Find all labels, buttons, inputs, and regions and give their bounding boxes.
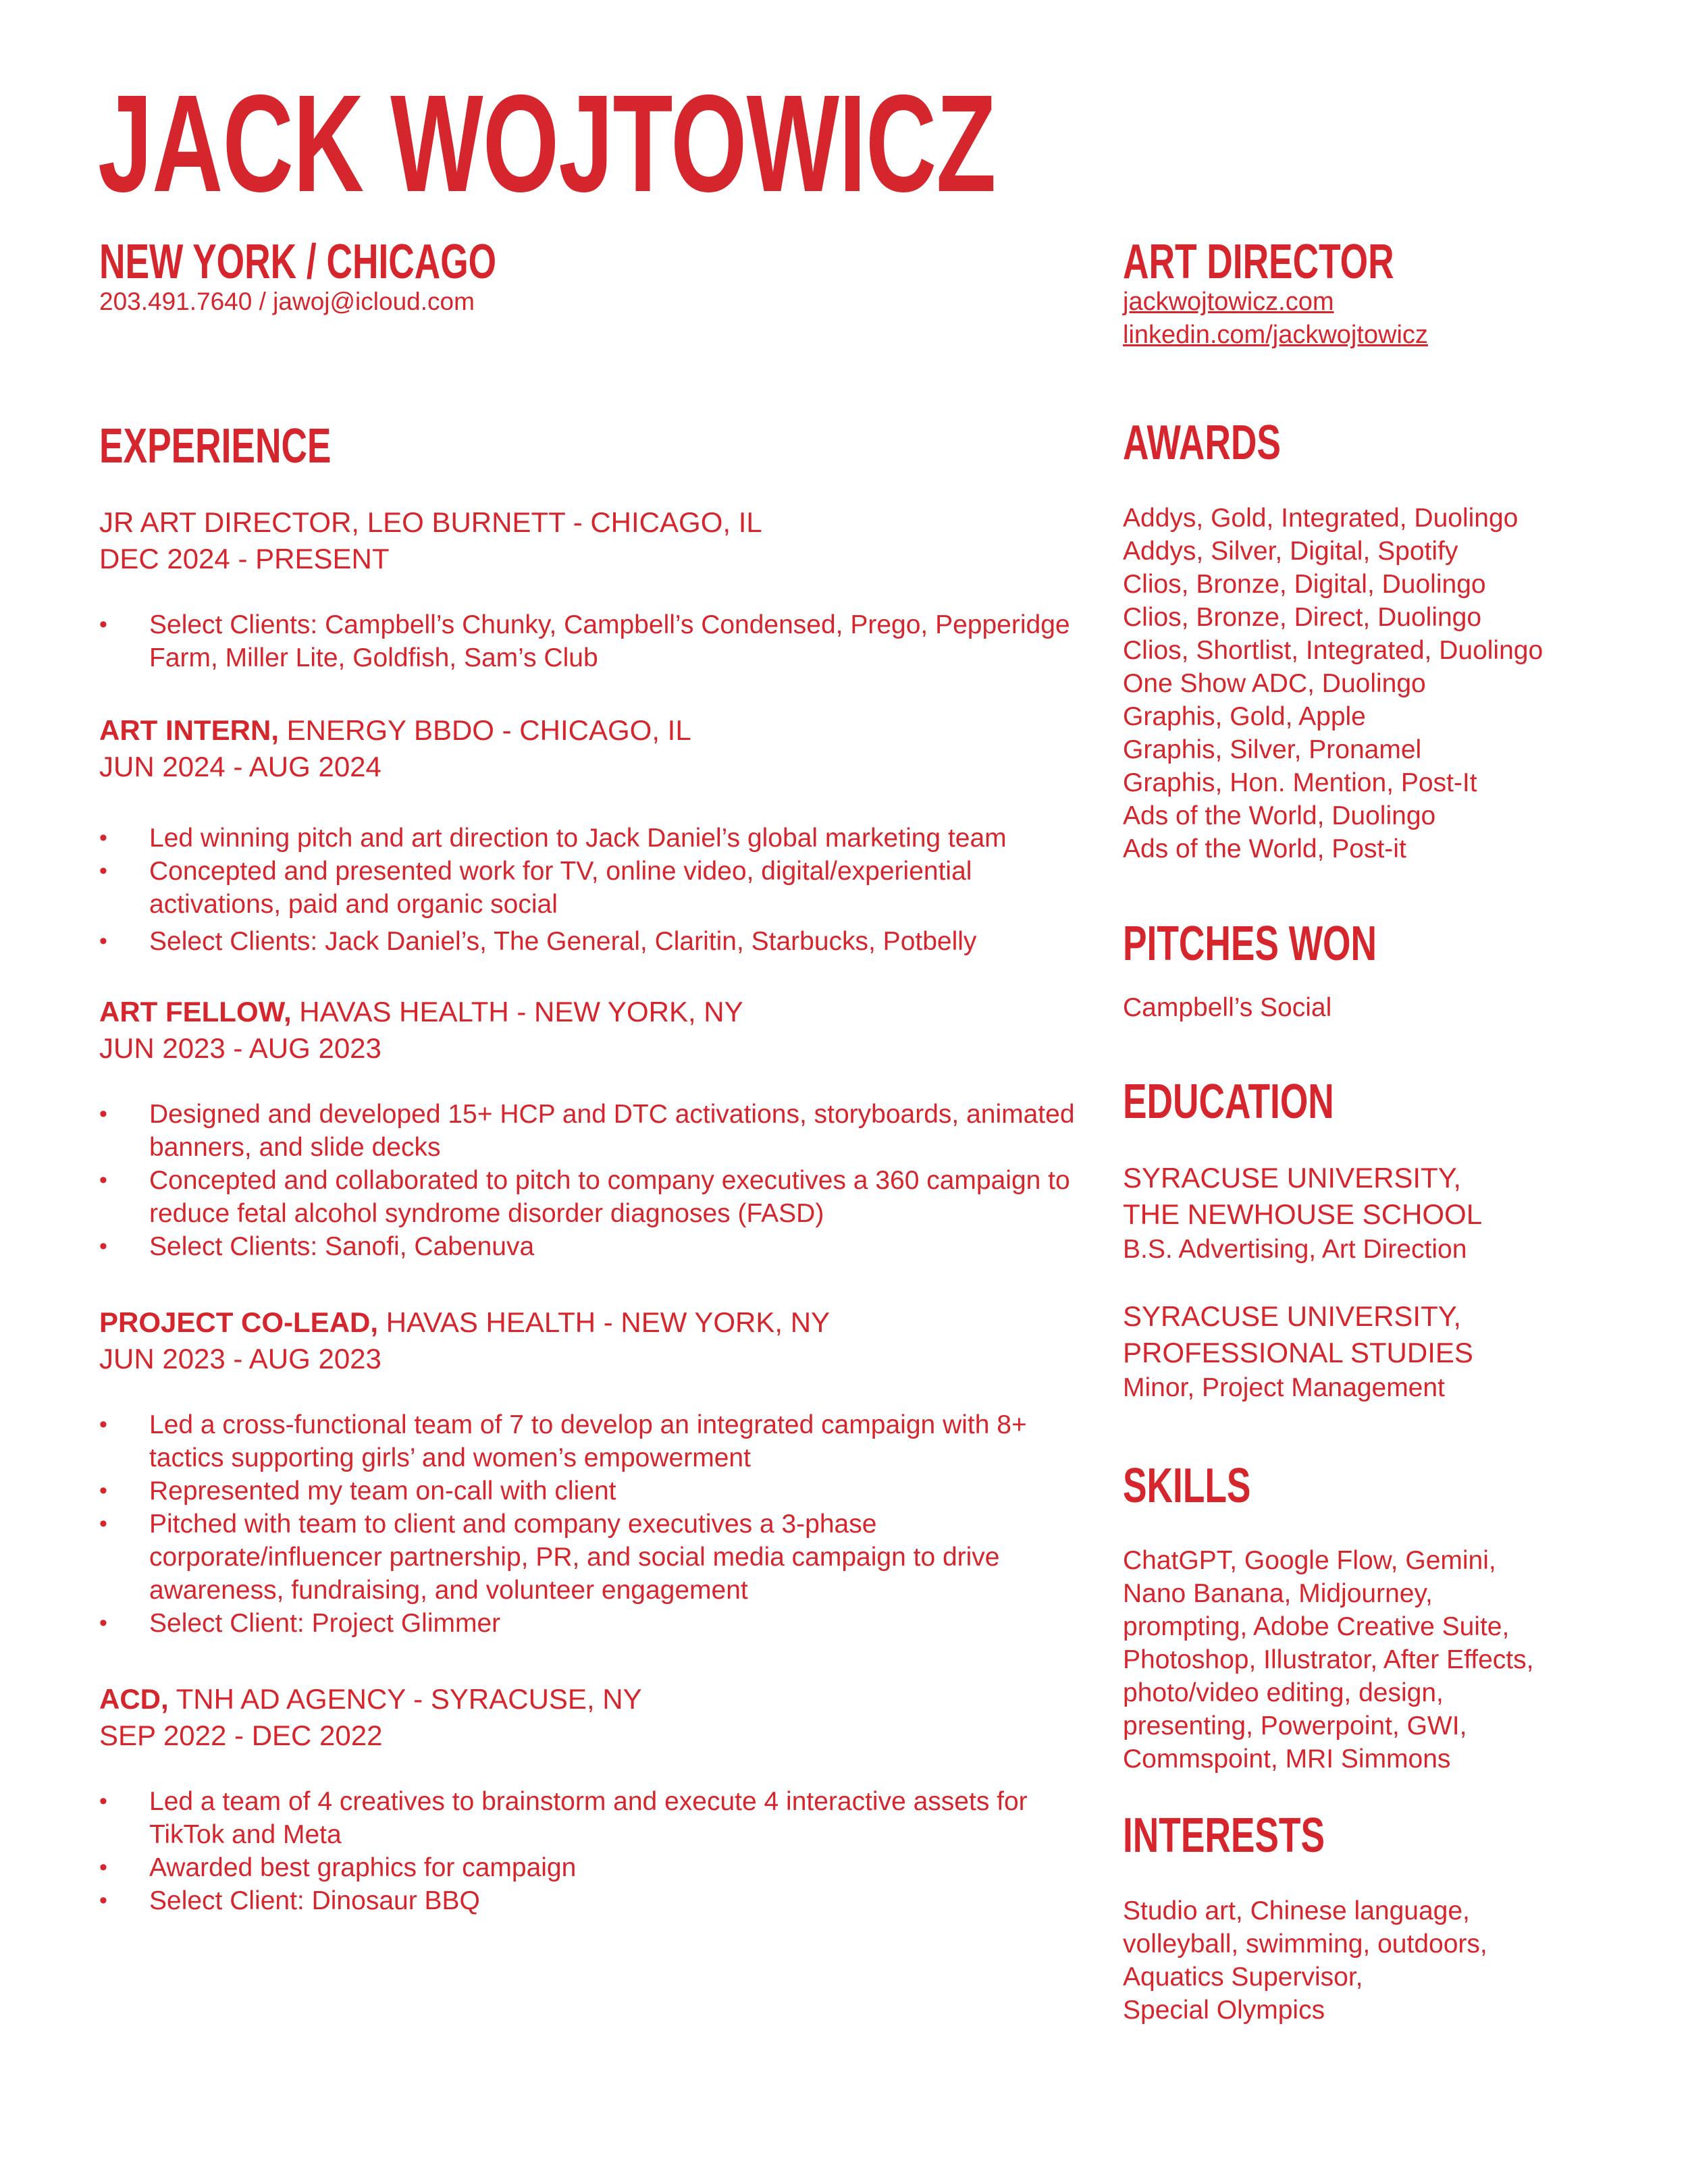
interests-list bbox=[1123, 1894, 1487, 2027]
list-item: • Led a team of 4 creatives to brainstorm and execute 4 interactive assets for TikTok and Meta bbox=[99, 1785, 1092, 1851]
list-item: Studio art, Chinese language, bbox=[1123, 1896, 1470, 1925]
list-item: photo/video editing, design, bbox=[1123, 1678, 1444, 1707]
list-item: • Select Client: Dinosaur BBQ bbox=[99, 1884, 1092, 1917]
list-item: • Led winning pitch and art direction to Jack Daniel’s global marketing team bbox=[99, 822, 1092, 855]
school-detail: Minor, Project Management bbox=[1123, 1373, 1445, 1402]
job-bullets bbox=[99, 1098, 1092, 1263]
job-bullets bbox=[99, 822, 1092, 958]
awards-list bbox=[1123, 502, 1543, 865]
job-dates: JUN 2023 - AUG 2023 bbox=[99, 1032, 381, 1064]
list-item: • Represented my team on-call with client bbox=[99, 1474, 1092, 1508]
role-title: ART DIRECTOR bbox=[1123, 235, 1394, 289]
list-item: Addys, Gold, Integrated, Duolingo bbox=[1123, 504, 1519, 533]
job-entry bbox=[99, 504, 1092, 674]
links-block bbox=[1123, 286, 1428, 352]
list-item: Photoshop, Illustrator, After Effects, bbox=[1123, 1645, 1534, 1674]
job-role: ACD, bbox=[99, 1683, 169, 1715]
section-heading-skills: SKILLS bbox=[1123, 1459, 1251, 1513]
school-name: SYRACUSE UNIVERSITY, bbox=[1123, 1300, 1462, 1332]
job-entry bbox=[99, 994, 1092, 1263]
list-item: Clios, Bronze, Digital, Duolingo bbox=[1123, 570, 1486, 599]
website-link[interactable]: jackwojtowicz.com bbox=[1123, 288, 1334, 316]
job-role: ART INTERN, bbox=[99, 714, 279, 746]
education-entry bbox=[1123, 1298, 1473, 1404]
list-item: prompting, Adobe Creative Suite, bbox=[1123, 1612, 1510, 1641]
list-item: • Select Clients: Jack Daniel’s, The General, Claritin, Starbucks, Potbelly bbox=[99, 925, 1092, 958]
section-heading-pitches: PITCHES WON bbox=[1123, 917, 1377, 971]
section-heading-education: EDUCATION bbox=[1123, 1075, 1334, 1129]
candidate-name: JACK WOJTOWICZ bbox=[98, 66, 996, 221]
list-item: Aquatics Supervisor, bbox=[1123, 1963, 1363, 1992]
job-title bbox=[99, 1681, 1092, 1717]
list-item: Clios, Shortlist, Integrated, Duolingo bbox=[1123, 636, 1544, 665]
list-item: Graphis, Silver, Pronamel bbox=[1123, 735, 1422, 764]
job-title bbox=[99, 504, 1092, 541]
list-item: Graphis, Gold, Apple bbox=[1123, 702, 1366, 731]
linkedin-link[interactable]: linkedin.com/jackwojtowicz bbox=[1123, 321, 1428, 349]
list-item: Addys, Silver, Digital, Spotify bbox=[1123, 537, 1458, 566]
school-detail: B.S. Advertising, Art Direction bbox=[1123, 1235, 1467, 1264]
list-item: • Led a cross-functional team of 7 to develop an integrated campaign with 8+ tactics supporting girls’ and women’s empowerment bbox=[99, 1408, 1092, 1474]
job-role: ART FELLOW, bbox=[99, 996, 292, 1028]
job-title bbox=[99, 712, 1092, 749]
job-dates: SEP 2022 - DEC 2022 bbox=[99, 1720, 383, 1751]
list-item: Special Olympics bbox=[1123, 1996, 1325, 2025]
section-heading-interests: INTERESTS bbox=[1123, 1809, 1325, 1863]
job-title bbox=[99, 994, 1092, 1030]
list-item: • Select Clients: Sanofi, Cabenuva bbox=[99, 1230, 1092, 1263]
skills-list bbox=[1123, 1544, 1533, 1776]
list-item: One Show ADC, Duolingo bbox=[1123, 669, 1426, 698]
job-company: HAVAS HEALTH - NEW YORK, NY bbox=[291, 996, 743, 1028]
section-heading-experience: EXPERIENCE bbox=[99, 419, 332, 473]
list-item: volleyball, swimming, outdoors, bbox=[1123, 1929, 1487, 1959]
job-company: TNH AD AGENCY - SYRACUSE, NY bbox=[168, 1683, 642, 1715]
job-company: ENERGY BBDO - CHICAGO, IL bbox=[279, 714, 691, 746]
job-dates: DEC 2024 - PRESENT bbox=[99, 543, 390, 575]
job-entry bbox=[99, 1304, 1092, 1640]
list-item: • Awarded best graphics for campaign bbox=[99, 1851, 1092, 1884]
list-item: • Concepted and collaborated to pitch to company executives a 360 campaign to reduce fetal alcohol syndrome disorder diagnoses (FASD) bbox=[99, 1164, 1092, 1230]
list-item: presenting, Powerpoint, GWI, bbox=[1123, 1711, 1467, 1740]
list-item: Ads of the World, Duolingo bbox=[1123, 801, 1436, 830]
pitches-list bbox=[1123, 991, 1331, 1024]
school-name: THE NEWHOUSE SCHOOL bbox=[1123, 1198, 1483, 1230]
school-name: SYRACUSE UNIVERSITY, bbox=[1123, 1162, 1462, 1194]
contact-info: 203.491.7640 / jawoj@icloud.com bbox=[99, 288, 475, 315]
job-company: HAVAS HEALTH - NEW YORK, NY bbox=[378, 1306, 830, 1338]
job-role: PROJECT CO-LEAD, bbox=[99, 1306, 379, 1338]
list-item: • Pitched with team to client and company executives a 3-phase corporate/influencer partnership, PR, and social media campaign to drive awareness, fundraising, and volunteer engagement bbox=[99, 1508, 1092, 1607]
job-entry bbox=[99, 712, 1092, 958]
education-entry bbox=[1123, 1160, 1482, 1266]
list-item: • Concepted and presented work for TV, online video, digital/experiential activations, paid and organic social bbox=[99, 855, 1092, 921]
list-item: • Designed and developed 15+ HCP and DTC activations, storyboards, animated banners, and slide decks bbox=[99, 1098, 1092, 1164]
job-bullets bbox=[99, 1408, 1092, 1640]
job-bullets bbox=[99, 1785, 1092, 1917]
list-item: ChatGPT, Google Flow, Gemini, bbox=[1123, 1546, 1496, 1575]
job-dates: JUN 2024 - AUG 2024 bbox=[99, 751, 381, 782]
location: NEW YORK / CHICAGO bbox=[99, 235, 497, 289]
job-company: JR ART DIRECTOR, LEO BURNETT - CHICAGO, IL bbox=[99, 506, 762, 538]
job-title bbox=[99, 1304, 1092, 1341]
list-item: Clios, Bronze, Direct, Duolingo bbox=[1123, 603, 1482, 632]
list-item: Graphis, Hon. Mention, Post-It bbox=[1123, 768, 1477, 797]
list-item: Campbell’s Social bbox=[1123, 993, 1332, 1022]
list-item: Commspoint, MRI Simmons bbox=[1123, 1744, 1451, 1774]
list-item: Ads of the World, Post-it bbox=[1123, 834, 1406, 863]
job-bullets bbox=[99, 608, 1092, 674]
list-item: • Select Client: Project Glimmer bbox=[99, 1607, 1092, 1640]
section-heading-awards: AWARDS bbox=[1123, 416, 1281, 470]
list-item: • Select Clients: Campbell’s Chunky, Campbell’s Condensed, Prego, Pepperidge Farm, Miller Lite, Goldfish, Sam’s Club bbox=[99, 608, 1092, 674]
school-name: PROFESSIONAL STUDIES bbox=[1123, 1337, 1473, 1368]
list-item: Nano Banana, Midjourney, bbox=[1123, 1579, 1433, 1608]
job-entry bbox=[99, 1681, 1092, 1917]
job-dates: JUN 2023 - AUG 2023 bbox=[99, 1343, 381, 1375]
